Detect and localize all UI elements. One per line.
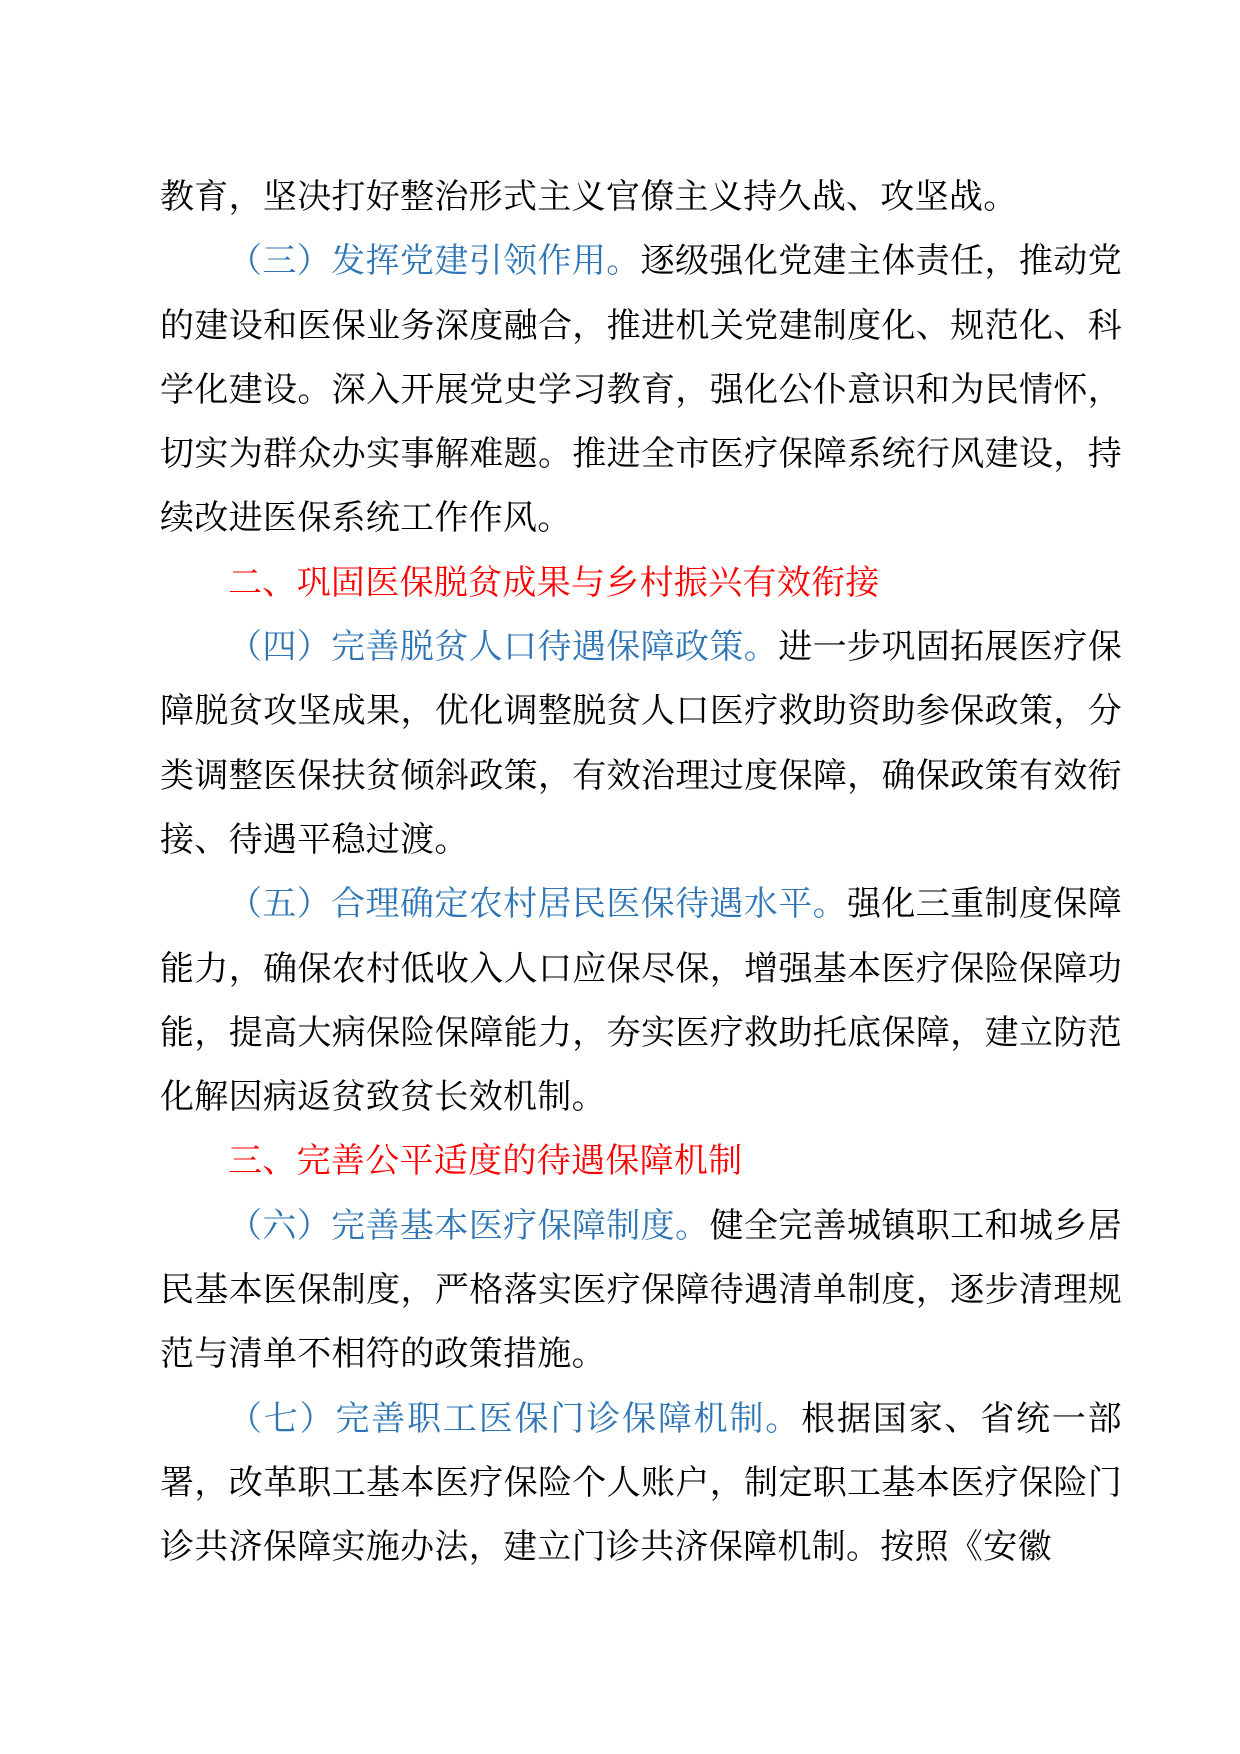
section-heading-3: 三、完善公平适度的待遇保障机制 (228, 1141, 743, 1182)
paragraph-6 (160, 1194, 1122, 1387)
subheading-4: （四）完善脱贫人口待遇保障政策。 (228, 627, 779, 668)
paragraph-3 (160, 229, 1122, 550)
subheading-7: （七）完善职工医保门诊保障机制。 (228, 1398, 802, 1439)
paragraph-body: 逐级强化党建主体责任，推动党的建设和医保业务深度融合，推进机关党建制度化、规范化、科学化建设。深入开展党史学习教育，强化公仆意识和为民情怀，切实为群众办实事解难题。推进全市医疗保障系统行风建设，持续改进医保系统工作作风。 (160, 241, 1122, 539)
paragraph-7 (160, 1387, 1122, 1580)
document-page (160, 165, 1122, 1580)
paragraph-body: 教育，坚决打好整治形式主义官僚主义持久战、攻坚战。 (160, 177, 1018, 217)
subheading-5: （五）合理确定农村居民医保待遇水平。 (228, 884, 847, 925)
paragraph-body: 进一步巩固拓展医疗保障脱贫攻坚成果，优化调整脱贫人口医疗救助资助参保政策，分类调整医保扶贫倾斜政策，有效治理过度保障，确保政策有效衔接、待遇平稳过渡。 (160, 627, 1122, 860)
paragraph-continuation (160, 165, 1122, 229)
paragraph-body: 健全完善城镇职工和城乡居民基本医保制度，严格落实医疗保障待遇清单制度，逐步清理规范与清单不相符的政策措施。 (160, 1205, 1122, 1375)
paragraph-body: 强化三重制度保障能力，确保农村低收入人口应保尽保，增强基本医疗保险保障功能，提高大病保险保障能力，夯实医疗救助托底保障，建立防范化解因病返贫致贫长效机制。 (160, 884, 1122, 1118)
subheading-3: （三）发挥党建引领作用。 (228, 241, 641, 282)
paragraph-5 (160, 872, 1122, 1129)
subheading-6: （六）完善基本医疗保障制度。 (228, 1205, 710, 1246)
paragraph-4 (160, 615, 1122, 872)
section-heading-2: 二、巩固医保脱贫成果与乡村振兴有效衔接 (228, 562, 880, 603)
paragraph-body: 根据国家、省统一部署，改革职工基本医疗保险个人账户，制定职工基本医疗保险门诊共济保障实施办法，建立门诊共济保障机制。按照《安徽 (160, 1398, 1122, 1568)
